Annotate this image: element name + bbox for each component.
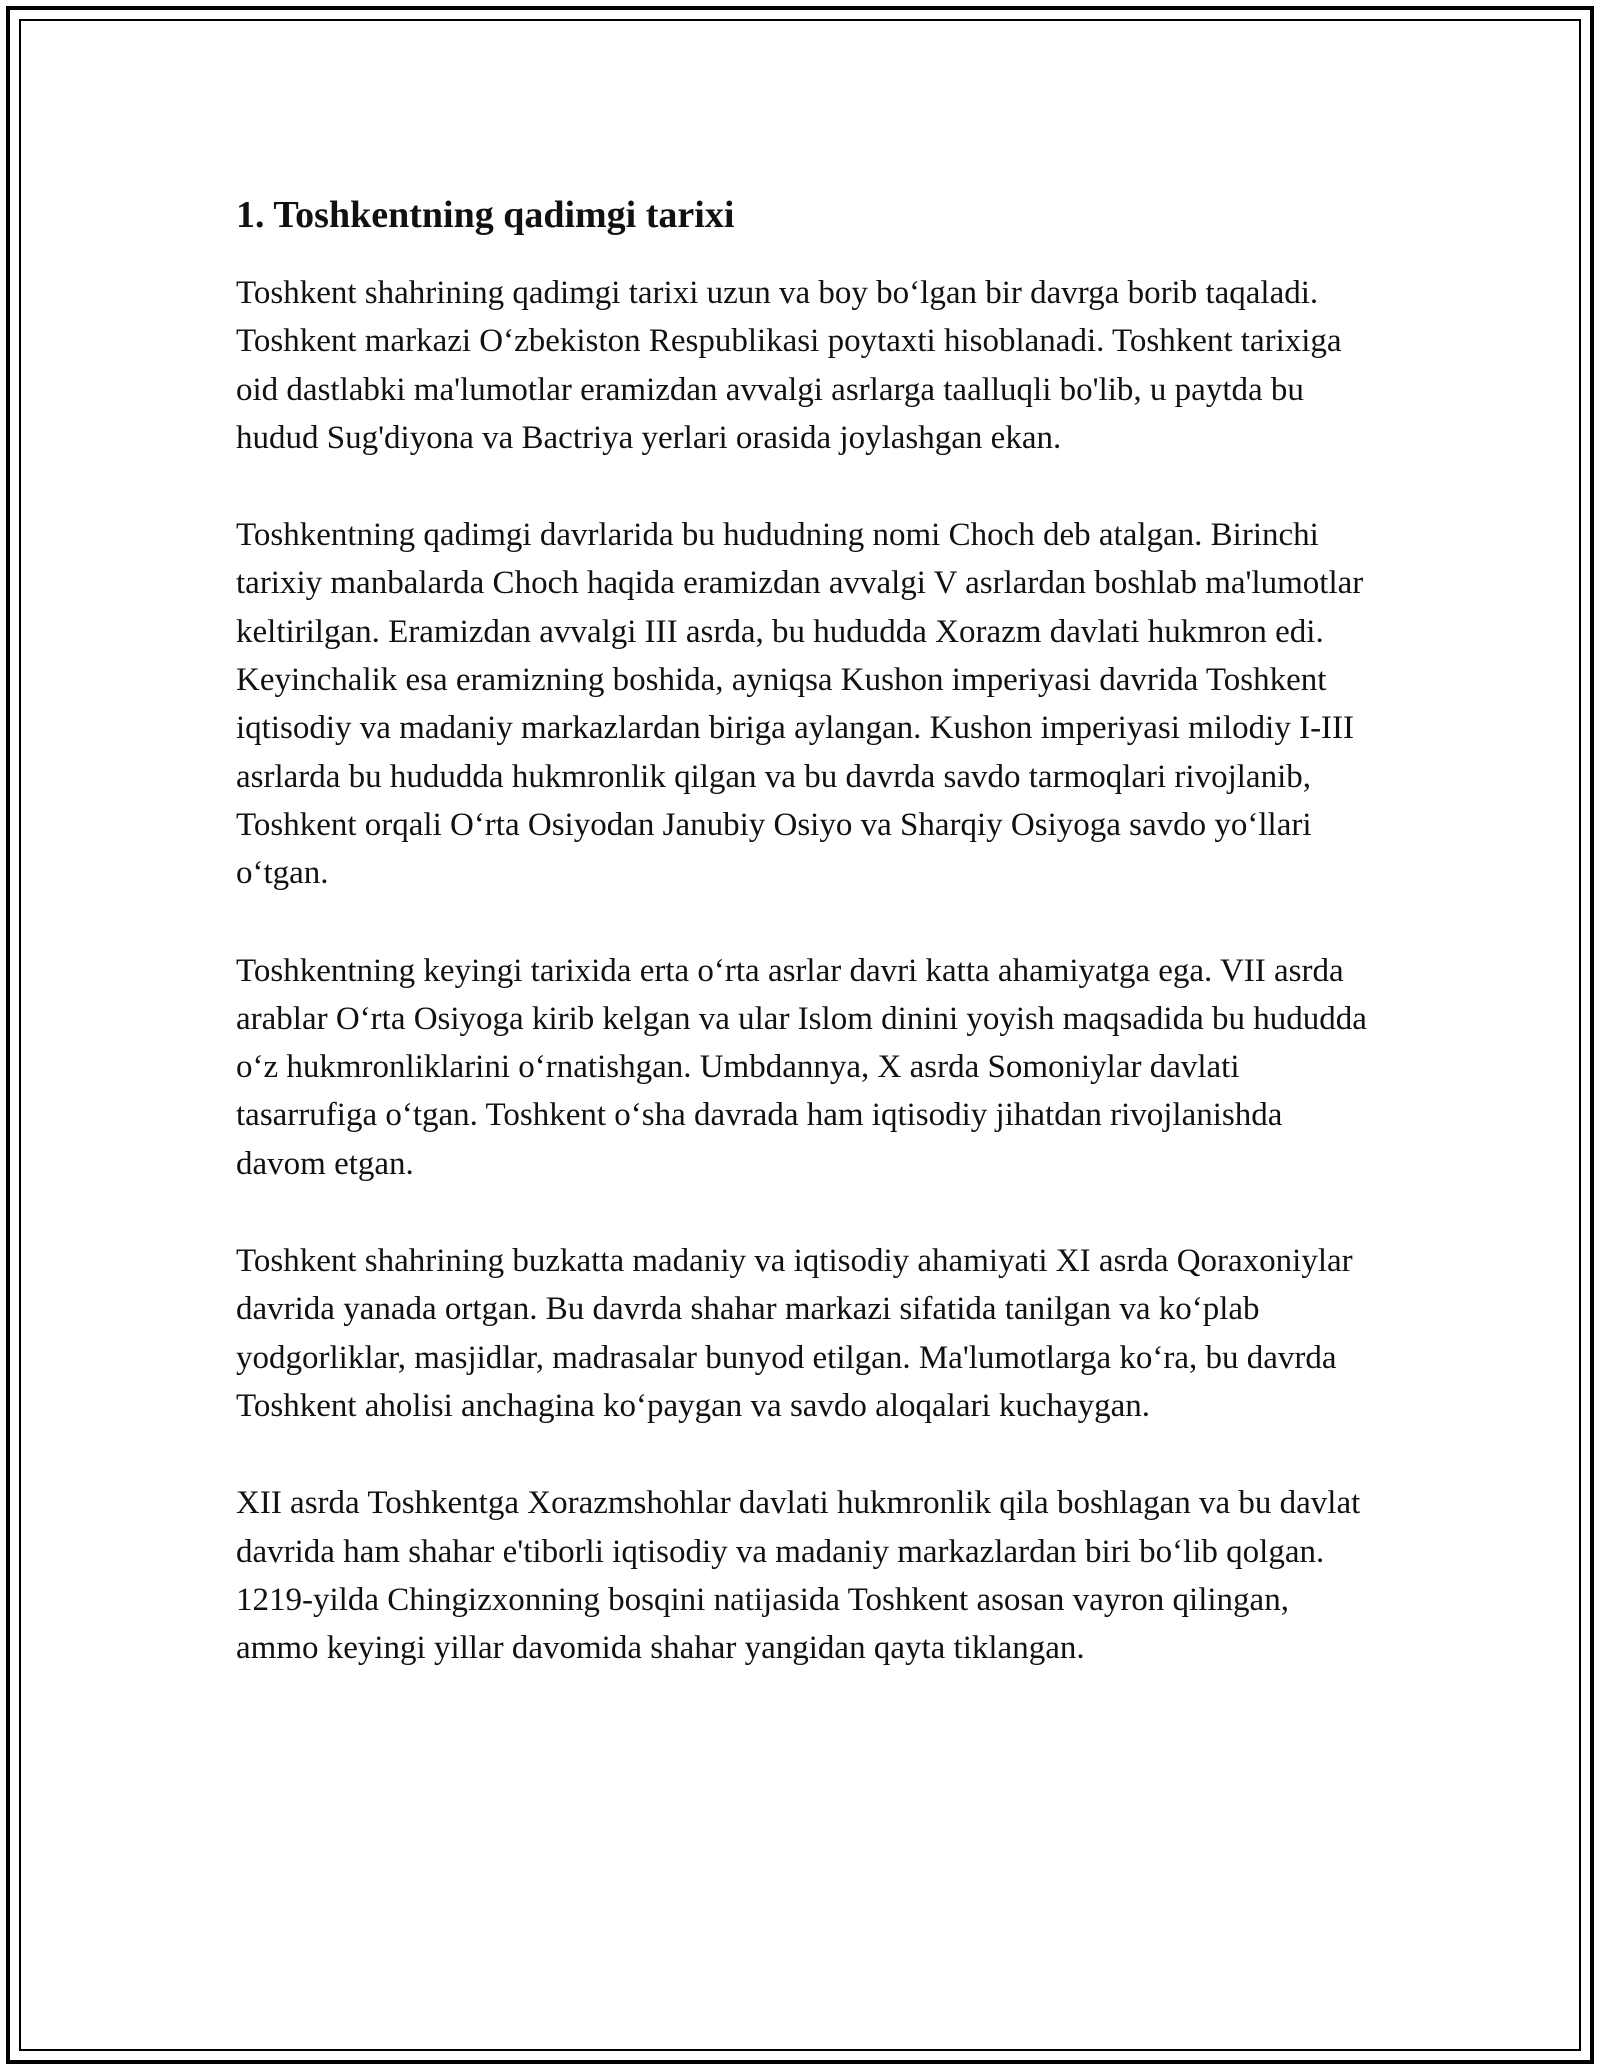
paragraph: XII asrda Toshkentga Xorazmshohlar davlati hukmronlik qila boshlagan va bu davlat davrida ham shahar e'tiborli iqtisodiy va madaniy markazlardan biri bo‘lib qolgan. 1219-yilda Chingizxonning bosqini natijasida Toshkent asosan vayron qilingan, ammo keyingi yillar davomida shahar yangidan qayta tiklangan. xyxy=(236,1485,1361,1667)
document-body xyxy=(236,187,1376,1672)
section-heading: 1. Toshkentning qadimgi tarixi xyxy=(236,194,735,236)
paragraph: Toshkentning keyingi tarixida erta o‘rta asrlar davri katta ahamiyatga ega. VII asrda arablar O‘rta Osiyoga kirib kelgan va ular Islom dinini yoyish maqsadida bu hududda o‘z hukmronliklarini o‘rnatishgan. Umbdannya, X asrda Somoniylar davlati tasarrufiga o‘tgan. Toshkent o‘sha davrada ham iqtisodiy jihatdan rivojlanishda davom etgan. xyxy=(236,952,1367,1182)
paragraph: Toshkentning qadimgi davrlarida bu hududning nomi Choch deb atalgan. Birinchi tarixiy manbalarda Choch haqida eramizdan avvalgi V asrlardan boshlab ma'lumotlar keltirilgan. Eramizdan avvalgi III asrda, bu hududda Xorazm davlati hukmron edi. Keyinchalik esa eramizning boshida, ayniqsa Kushon imperiyasi davrida Toshkent iqtisodiy va madaniy markazlardan biriga aylangan. Kushon imperiyasi milodiy I-III asrlarda bu hududda hukmronlik qilgan va bu davrda savdo tarmoqlari rivojlanib, Toshkent orqali O‘rta Osiyodan Janubiy Osiyo va Sharqiy Osiyoga savdo yo‘llari o‘tgan. xyxy=(236,517,1364,892)
paragraph: Toshkent shahrining buzkatta madaniy va iqtisodiy ahamiyati XI asrda Qoraxoniylar davrida yanada ortgan. Bu davrda shahar markazi sifatida tanilgan va ko‘plab yodgorliklar, masjidlar, madrasalar bunyod etilgan. Ma'lumotlarga ko‘ra, bu davrda Toshkent aholisi anchagina ko‘paygan va savdo aloqalari kuchaygan. xyxy=(236,1243,1353,1424)
paragraph: Toshkent shahrining qadimgi tarixi uzun va boy bo‘lgan bir davrga borib taqaladi. Toshkent markazi O‘zbekiston Respublikasi poytaxti hisoblanadi. Toshkent tarixiga oid dastlabki ma'lumotlar eramizdan avvalgi asrlarga taalluqli bo'lib, u paytda bu hudud Sug'diyona va Bactriya yerlari orasida joylashgan ekan. xyxy=(236,275,1342,456)
